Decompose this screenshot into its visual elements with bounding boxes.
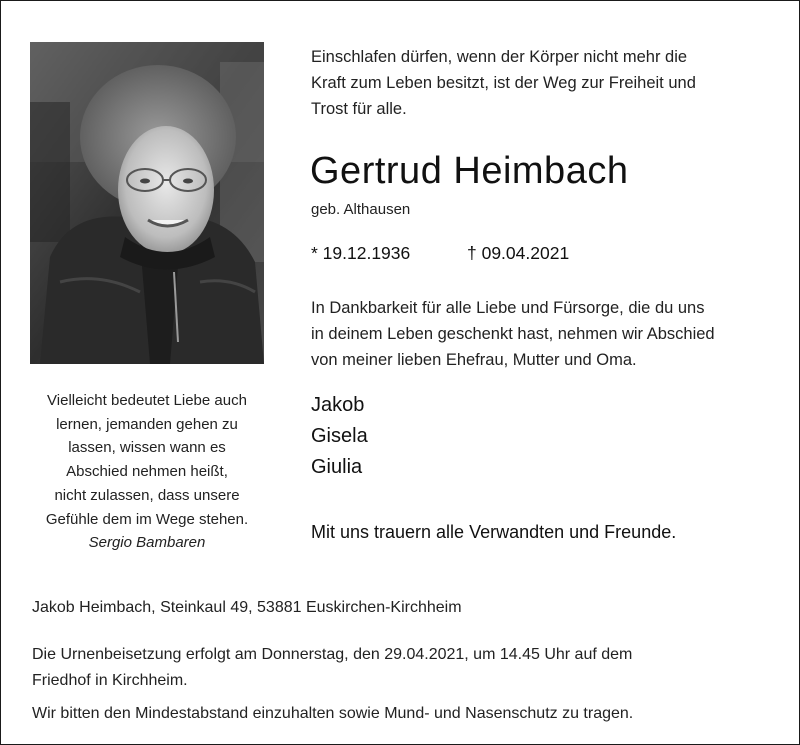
survivor-name: Gisela (311, 425, 368, 447)
gratitude-line: In Dankbarkeit für alle Liebe und Fürsorge, die du uns (311, 299, 705, 317)
birth-date: * 19.12.1936 (311, 243, 411, 263)
intro-quote (311, 44, 781, 122)
mask-notice: Wir bitten den Mindestabstand einzuhalten sowie Mund- und Nasenschutz zu tragen. (32, 705, 634, 722)
mourners-line: Mit uns trauern alle Verwandten und Freunde. (311, 522, 677, 542)
portrait-photo (30, 42, 264, 364)
poem-author: Sergio Bambaren (88, 534, 206, 552)
funeral-info (32, 642, 772, 694)
gratitude-line: von meiner lieben Ehefrau, Mutter und Oma. (311, 351, 637, 369)
survivors-list (311, 390, 368, 483)
poem-line: lernen, jemanden gehen zu (56, 415, 238, 433)
survivor-name: Jakob (311, 394, 365, 416)
death-date: † 09.04.2021 (467, 243, 570, 263)
poem-line: lassen, wissen wann es (68, 439, 226, 457)
funeral-line: Die Urnenbeisetzung erfolgt am Donnerstag, den 29.04.2021, um 14.45 Uhr auf dem (32, 646, 633, 663)
gratitude-text (311, 295, 781, 373)
maiden-name: geb. Althausen (311, 201, 411, 218)
gratitude-line: in deinem Leben geschenkt hast, nehmen wir Abschied (311, 325, 715, 343)
poem-line: nicht zulassen, dass unsere (54, 486, 240, 504)
intro-line: Trost für alle. (311, 100, 407, 118)
intro-line: Kraft zum Leben besitzt, ist der Weg zur Freiheit und (311, 74, 696, 92)
survivor-name: Giulia (311, 456, 363, 478)
poem-line: Vielleicht bedeutet Liebe auch (47, 392, 247, 409)
contact-address: Jakob Heimbach, Steinkaul 49, 53881 Euskirchen-Kirchheim (32, 599, 462, 616)
deceased-name: Gertrud Heimbach (310, 150, 629, 192)
intro-line: Einschlafen dürfen, wenn der Körper nicht mehr die (311, 48, 688, 66)
poem-quote (13, 389, 281, 555)
poem-line: Abschied nehmen heißt, (66, 463, 228, 481)
poem-line: Gefühle dem im Wege stehen. (45, 510, 249, 528)
funeral-line: Friedhof in Kirchheim. (32, 672, 188, 689)
